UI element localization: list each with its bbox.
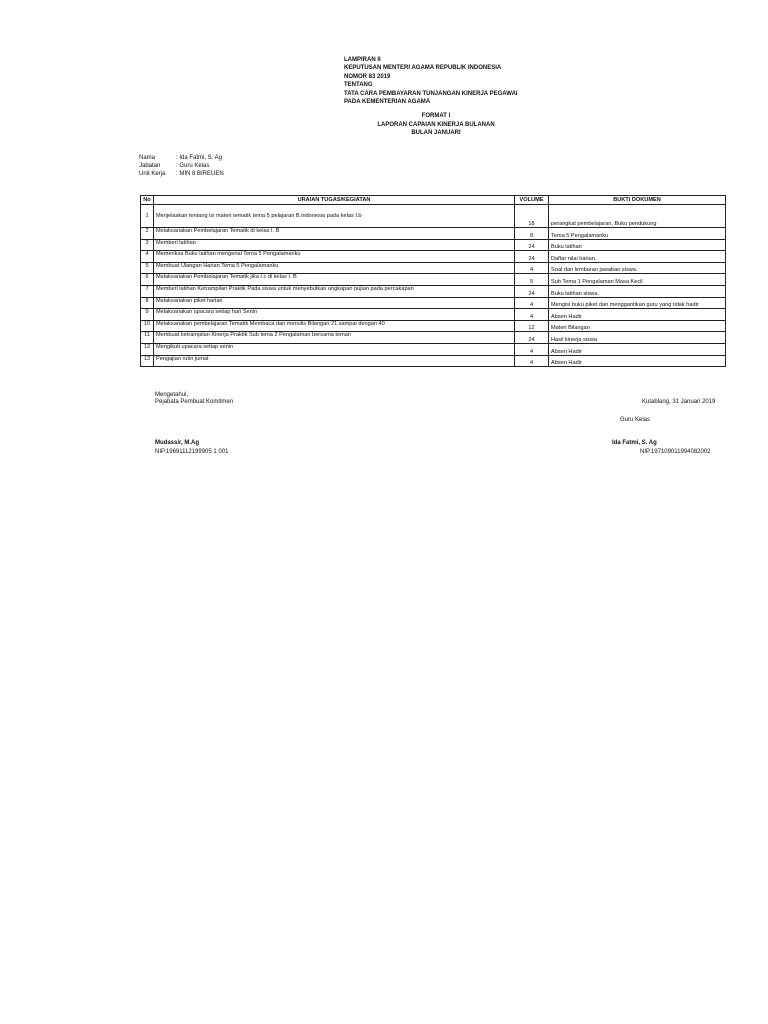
row-task: Melaksanakan Pembelajaran Tematik di kelas I. B <box>154 228 515 240</box>
row-no: 11 <box>141 332 154 344</box>
header-line-tentang: TENTANG <box>344 82 373 89</box>
right-signer-name: Ida Fatmi, S. Ag <box>612 440 657 446</box>
table-row <box>141 309 726 321</box>
report-month: BULAN JANUARI <box>411 130 461 136</box>
header-line-tata-cara: TATA CARA PEMBAYARAN TUNJANGAN KINERJA PEGAWAI <box>344 90 518 97</box>
row-volume: 24 <box>515 285 549 297</box>
row-task: Membuat Ulangan Harian Tema 5 Pengalamanku <box>154 262 515 274</box>
row-task: Melaksanakan piket harian <box>154 297 515 309</box>
table-row <box>141 343 726 355</box>
row-no: 2 <box>141 228 154 240</box>
row-volume: 24 <box>515 251 549 263</box>
report-title: LAPORAN CAPAIAN KINERJA BULANAN <box>377 122 495 128</box>
row-doc: Mengisi buku piket dan menggantikan guru yang tidak hadir <box>549 297 726 309</box>
row-doc: Daftar nilai harian. <box>549 251 726 263</box>
row-task: Pengajian rutin jumat <box>154 355 515 367</box>
row-task: Membuat ketrampilan Kinerja Praktik Sub tema 2 Pengalaman bersama teman <box>154 332 515 344</box>
row-doc: perangkat pembelajaran, Buku pendukung <box>549 205 726 228</box>
row-volume: 4 <box>515 355 549 367</box>
table-row <box>141 332 726 344</box>
row-no: 3 <box>141 239 154 251</box>
left-signer-name: Mudassir, M.Ag <box>155 440 200 446</box>
row-doc: Buku latihan <box>549 239 726 251</box>
row-task: Memeriksa Buku latihan mengenai Tema 5 Pengalamanku <box>154 251 515 263</box>
row-volume: 24 <box>515 332 549 344</box>
row-task: Melaksanakan pembelajaran Tematik Membaca dan menulis Bilangan 21 sampai dengan 40 <box>154 320 515 332</box>
row-doc: Absen Hadir <box>549 343 726 355</box>
header-line-kementerian: PADA KEMENTERIAN AGAMA <box>344 99 431 106</box>
header-volume: VOLUME <box>515 196 549 205</box>
row-no: 6 <box>141 274 154 286</box>
unit-kerja-value: : MIN 8 BIREUEN <box>176 171 224 177</box>
table-row <box>141 274 726 286</box>
row-no: 12 <box>141 343 154 355</box>
header-bukti: BUKTI DOKUMEN <box>549 196 726 205</box>
row-task: Memberi latihan <box>154 239 515 251</box>
left-signer-nip: NIP.19691112199905 1 001 <box>155 449 229 455</box>
header-line-nomor: NOMOR 83 2019 <box>344 73 391 80</box>
row-volume: 4 <box>515 262 549 274</box>
table-row <box>141 228 726 240</box>
row-no: 5 <box>141 262 154 274</box>
row-volume: 24 <box>515 239 549 251</box>
row-no: 7 <box>141 285 154 297</box>
table-row <box>141 320 726 332</box>
jabatan-value: : Guru Kelas <box>176 163 210 169</box>
jabatan-label: Jabatan <box>139 163 161 169</box>
row-volume: 4 <box>515 309 549 321</box>
row-doc: Absen Hadir <box>549 355 726 367</box>
nama-label: Nama <box>139 155 156 161</box>
row-no: 13 <box>141 355 154 367</box>
row-volume: 12 <box>515 320 549 332</box>
row-doc: Materi Bilangan <box>549 320 726 332</box>
table-row <box>141 285 726 297</box>
left-signer-role: Pejabata Pembuat Komitmen <box>155 399 234 405</box>
table-row <box>141 239 726 251</box>
header-line-lampiran: LAMPIRAN II <box>344 57 381 63</box>
header-line-keputusan: KEPUTUSAN MENTERI AGAMA REPUBLIK INDONESIA <box>344 65 502 72</box>
table-row <box>141 355 726 367</box>
row-task: Menjelaskan tentang isi materi tematik tema 5 pelajaran B.indonesia pada kelas I.b <box>154 205 515 228</box>
document-header <box>344 56 518 106</box>
row-volume: 5 <box>515 274 549 286</box>
row-task: Mengikuti upacara setiap senin <box>154 343 515 355</box>
table-row <box>141 251 726 263</box>
place-date: Kutablang, 31 Januari 2019 <box>642 399 716 405</box>
row-doc: Buku latihan siswa. <box>549 285 726 297</box>
row-no: 1 <box>141 205 154 228</box>
row-doc: Sub Tema 1 Pengalaman Masa Kecil <box>549 274 726 286</box>
row-volume: 8 <box>515 228 549 240</box>
table-header-row <box>141 196 726 205</box>
row-task: Melaksanakan upacara setiap hari Senin <box>154 309 515 321</box>
row-doc: Hasil kinerja siswa <box>549 332 726 344</box>
row-no: 9 <box>141 309 154 321</box>
row-doc: Absen Hadir <box>549 309 726 321</box>
table-row <box>141 297 726 309</box>
row-task: Memberi latihan Ketrampilan Praktik Pada siswa untuk menyebutkan ungkapan pujian pada percakapan <box>154 285 515 297</box>
header-uraian: URAIAN TUGAS/KEGIATAN <box>154 196 515 205</box>
row-volume: 4 <box>515 343 549 355</box>
table-row <box>141 205 726 228</box>
left-greeting: Mengetahui, <box>155 392 189 398</box>
nama-value: : Ida Fatmi, S. Ag <box>176 155 223 161</box>
table-row <box>141 262 726 274</box>
right-signer-role: Guru Kelas <box>620 417 651 423</box>
row-no: 4 <box>141 251 154 263</box>
row-task: Melaksanakan Pembelajaran Tematik jika I.c di kelas I. B <box>154 274 515 286</box>
unit-kerja-label: Unit Kerja <box>139 171 166 177</box>
row-doc: Tema 5 Pengalamanku <box>549 228 726 240</box>
row-doc: Soal dan lembaran jawaban siswa. <box>549 262 726 274</box>
format-label: FORMAT I <box>421 113 451 119</box>
header-no: No <box>141 196 154 205</box>
row-volume: 18 <box>515 205 549 228</box>
row-no: 8 <box>141 297 154 309</box>
activity-table <box>140 195 726 367</box>
row-no: 10 <box>141 320 154 332</box>
row-volume: 4 <box>515 297 549 309</box>
right-signer-nip: NIP.197109011994082002 <box>640 449 711 455</box>
